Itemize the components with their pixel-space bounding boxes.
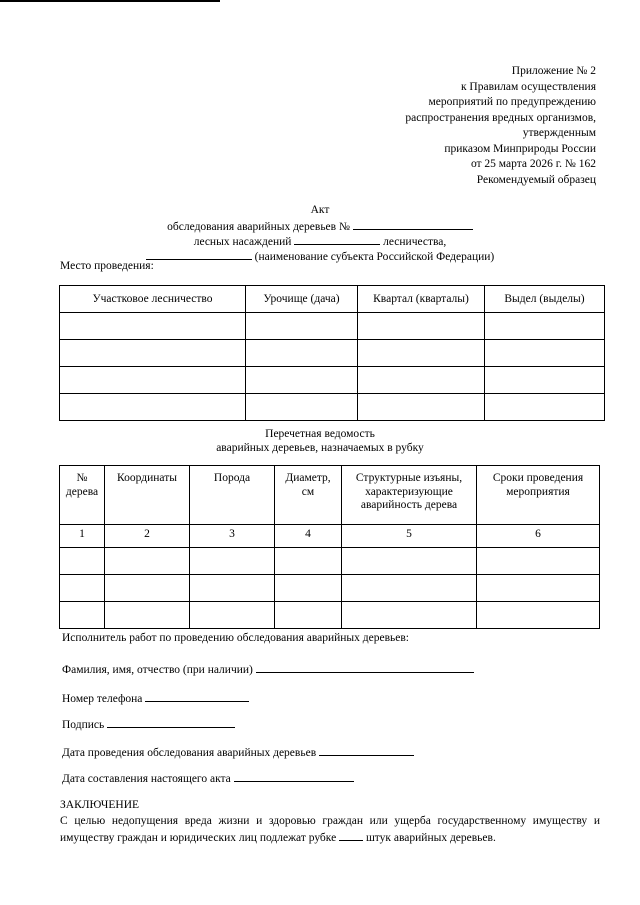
- table-row: [60, 602, 600, 629]
- table-cell[interactable]: [246, 394, 358, 421]
- table-cell[interactable]: [105, 602, 190, 629]
- col-header: Порода: [190, 466, 275, 525]
- act-number-blank[interactable]: [353, 218, 473, 230]
- signature-label: Подпись: [62, 719, 105, 731]
- table-cell[interactable]: [60, 575, 105, 602]
- survey-date-label: Дата проведения обследования аварийных деревьев: [62, 747, 317, 759]
- fio-label: Фамилия, имя, отчество (при наличии): [62, 664, 253, 676]
- col-header: Участковое лесничество: [60, 286, 246, 313]
- col-header: Урочище (дача): [246, 286, 358, 313]
- column-number: 6: [477, 525, 600, 548]
- act-title: Акт: [310, 204, 330, 216]
- table-cell[interactable]: [190, 602, 275, 629]
- phone-field: [62, 690, 249, 705]
- location-table-header: [60, 286, 605, 313]
- conclusion-text-a: С целью недопущения вреда жизни и здоровью граждан или ущерба государственному имуществу и имуществу граждан и юридических лиц подлежат рубке: [60, 814, 600, 844]
- act-date-field: [62, 770, 354, 785]
- table-cell[interactable]: [358, 367, 485, 394]
- act-line-1-text: обследования аварийных деревьев №: [167, 221, 350, 233]
- appendix-line: Приложение № 2: [511, 65, 596, 77]
- column-number: 1: [60, 525, 105, 548]
- table-cell[interactable]: [60, 313, 246, 340]
- table-cell[interactable]: [60, 602, 105, 629]
- appendix-block: [405, 64, 596, 173]
- table-row: [60, 313, 605, 340]
- column-number: 5: [342, 525, 477, 548]
- appendix-line: к Правилам осуществления: [460, 80, 596, 93]
- col-header: Структурные изъяны, характеризующие аварийность дерева: [342, 466, 477, 525]
- table-cell[interactable]: [358, 313, 485, 340]
- appendix-line: распространения вредных организмов,: [405, 111, 596, 124]
- table-cell[interactable]: [477, 548, 600, 575]
- table-row: [60, 340, 605, 367]
- table-cell[interactable]: [275, 575, 342, 602]
- col-header: Сроки проведения мероприятия: [477, 466, 600, 525]
- col-header: Диаметр, см: [275, 466, 342, 525]
- table-cell[interactable]: [485, 313, 605, 340]
- table-row: [60, 575, 600, 602]
- table-cell[interactable]: [358, 340, 485, 367]
- executor-label: Исполнитель работ по проведению обследования аварийных деревьев:: [62, 632, 409, 644]
- fio-field: [62, 661, 474, 676]
- table-cell[interactable]: [190, 575, 275, 602]
- table-cell[interactable]: [485, 340, 605, 367]
- signature-blank[interactable]: [107, 716, 235, 728]
- forestry-blank[interactable]: [294, 233, 380, 245]
- tree-count-blank[interactable]: [339, 829, 363, 841]
- table-cell[interactable]: [342, 602, 477, 629]
- col-header: № дерева: [60, 466, 105, 525]
- col-header: Выдел (выделы): [485, 286, 605, 313]
- survey-date-field: [62, 744, 414, 759]
- table-cell[interactable]: [60, 394, 246, 421]
- table-row: [60, 367, 605, 394]
- scan-edge-line: [0, 0, 220, 2]
- act-line-3-text: (наименование субъекта Российской Федерации): [254, 251, 495, 263]
- region-blank[interactable]: [146, 248, 252, 260]
- table-cell[interactable]: [342, 575, 477, 602]
- table-cell[interactable]: [477, 602, 600, 629]
- location-table: [59, 285, 605, 421]
- inventory-table-header: [60, 466, 600, 525]
- table-cell[interactable]: [275, 548, 342, 575]
- inventory-subtitle: аварийных деревьев, назначаемых в рубку: [216, 442, 424, 454]
- table-cell[interactable]: [246, 367, 358, 394]
- survey-date-blank[interactable]: [319, 744, 414, 756]
- act-line-2-text-b: лесничества,: [383, 236, 447, 248]
- table-cell[interactable]: [485, 394, 605, 421]
- appendix-line: утвержденным: [522, 127, 596, 139]
- phone-blank[interactable]: [145, 690, 249, 702]
- sample-label: Рекомендуемый образец: [476, 174, 596, 186]
- signature-field: [62, 716, 235, 731]
- conclusion-heading: ЗАКЛЮЧЕНИЕ: [60, 799, 140, 811]
- table-cell[interactable]: [60, 367, 246, 394]
- table-cell[interactable]: [105, 575, 190, 602]
- conclusion-block: [60, 798, 600, 847]
- table-cell[interactable]: [485, 367, 605, 394]
- table-cell[interactable]: [358, 394, 485, 421]
- act-date-blank[interactable]: [234, 770, 354, 782]
- col-header: Квартал (кварталы): [358, 286, 485, 313]
- column-number: 4: [275, 525, 342, 548]
- table-row: [60, 394, 605, 421]
- table-cell[interactable]: [246, 313, 358, 340]
- table-cell[interactable]: [60, 548, 105, 575]
- column-number: 3: [190, 525, 275, 548]
- table-cell[interactable]: [342, 548, 477, 575]
- table-cell[interactable]: [190, 548, 275, 575]
- inventory-table: [59, 465, 600, 629]
- col-header: Координаты: [105, 466, 190, 525]
- appendix-line: от 25 марта 2026 г. № 162: [470, 158, 596, 170]
- fio-blank[interactable]: [256, 661, 474, 673]
- table-row: [60, 548, 600, 575]
- place-label: Место проведения:: [60, 260, 154, 272]
- inventory-title: Перечетная ведомость: [265, 428, 375, 440]
- conclusion-text: [60, 814, 600, 847]
- column-number-row: [60, 525, 600, 548]
- conclusion-text-b: штук аварийных деревьев.: [365, 832, 496, 844]
- phone-label: Номер телефона: [62, 693, 143, 705]
- table-cell[interactable]: [105, 548, 190, 575]
- table-cell[interactable]: [246, 340, 358, 367]
- column-number: 2: [105, 525, 190, 548]
- appendix-line: мероприятий по предупреждению: [428, 96, 596, 108]
- act-line-2-text-a: лесных насаждений: [193, 236, 292, 248]
- table-cell[interactable]: [275, 602, 342, 629]
- act-date-label: Дата составления настоящего акта: [62, 773, 231, 785]
- appendix-line: приказом Минприроды России: [444, 142, 596, 155]
- table-cell[interactable]: [477, 575, 600, 602]
- table-cell[interactable]: [60, 340, 246, 367]
